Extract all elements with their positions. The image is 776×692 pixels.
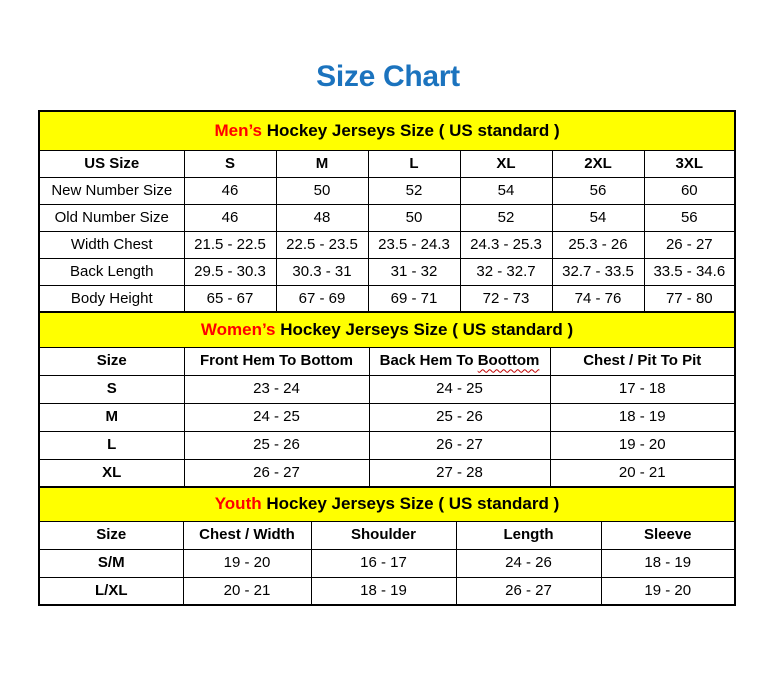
column-header: Size	[39, 521, 183, 549]
value-cell: 24.3 - 25.3	[460, 231, 552, 258]
value-cell: 65 - 67	[184, 285, 276, 312]
womens-heading-accent: Women’s	[200, 319, 276, 339]
table-row	[39, 258, 735, 285]
mens-section-heading	[39, 111, 735, 150]
column-header: Front Hem To Bottom	[184, 347, 369, 375]
value-cell: 26 - 27	[644, 231, 735, 258]
mens-section-band	[39, 111, 735, 150]
value-cell: 32 - 32.7	[460, 258, 552, 285]
column-header: Size	[39, 347, 184, 375]
row-label: New Number Size	[39, 177, 184, 204]
value-cell: 26 - 27	[184, 459, 369, 487]
value-cell: 56	[644, 204, 735, 231]
column-header: L	[368, 150, 460, 177]
table-row	[39, 177, 735, 204]
value-cell: 18 - 19	[311, 577, 456, 605]
value-cell: 48	[276, 204, 368, 231]
value-cell: 67 - 69	[276, 285, 368, 312]
value-cell: 69 - 71	[368, 285, 460, 312]
column-header-row	[39, 521, 735, 549]
value-cell: 17 - 18	[550, 375, 735, 403]
value-cell: 23.5 - 24.3	[368, 231, 460, 258]
value-cell: 77 - 80	[644, 285, 735, 312]
value-cell: 33.5 - 34.6	[644, 258, 735, 285]
value-cell: 32.7 - 33.5	[552, 258, 644, 285]
row-label: S	[39, 375, 184, 403]
row-label: M	[39, 403, 184, 431]
column-header: S	[184, 150, 276, 177]
row-label: Width Chest	[39, 231, 184, 258]
row-label: Old Number Size	[39, 204, 184, 231]
row-label: Back Length	[39, 258, 184, 285]
value-cell: 74 - 76	[552, 285, 644, 312]
value-cell: 60	[644, 177, 735, 204]
value-cell: 50	[368, 204, 460, 231]
table-row	[39, 204, 735, 231]
table-row	[39, 285, 735, 312]
row-label: Body Height	[39, 285, 184, 312]
mens-heading-accent: Men’s	[214, 120, 262, 140]
mens-size-table	[38, 110, 736, 313]
youth-section-band	[39, 487, 735, 521]
value-cell: 19 - 20	[601, 577, 735, 605]
mens-heading-text: Hockey Jerseys Size ( US standard )	[262, 120, 560, 140]
value-cell: 29.5 - 30.3	[184, 258, 276, 285]
value-cell: 24 - 25	[184, 403, 369, 431]
column-header: M	[276, 150, 368, 177]
column-header: XL	[460, 150, 552, 177]
value-cell: 31 - 32	[368, 258, 460, 285]
value-cell: 50	[276, 177, 368, 204]
womens-section-heading	[39, 312, 735, 347]
column-header: Sleeve	[601, 521, 735, 549]
column-header-row	[39, 347, 735, 375]
youth-heading-accent: Youth	[214, 494, 262, 514]
row-label: L/XL	[39, 577, 183, 605]
value-cell: 52	[368, 177, 460, 204]
value-cell: 46	[184, 177, 276, 204]
value-cell: 54	[460, 177, 552, 204]
value-cell: 16 - 17	[311, 549, 456, 577]
value-cell: 25 - 26	[369, 403, 550, 431]
column-header: Back Hem To Boottom	[369, 347, 550, 375]
womens-section-band	[39, 312, 735, 347]
value-cell: 72 - 73	[460, 285, 552, 312]
value-cell: 18 - 19	[601, 549, 735, 577]
column-header: 2XL	[552, 150, 644, 177]
value-cell: 26 - 27	[456, 577, 601, 605]
value-cell: 19 - 20	[183, 549, 311, 577]
column-header-row	[39, 150, 735, 177]
value-cell: 21.5 - 22.5	[184, 231, 276, 258]
value-cell: 24 - 25	[369, 375, 550, 403]
value-cell: 52	[460, 204, 552, 231]
column-header: Shoulder	[311, 521, 456, 549]
womens-heading-text: Hockey Jerseys Size ( US standard )	[275, 319, 574, 339]
table-row	[39, 549, 735, 577]
table-row	[39, 431, 735, 459]
row-label: S/M	[39, 549, 183, 577]
table-row	[39, 403, 735, 431]
youth-size-table	[38, 486, 736, 606]
misspelled-word: Boottom	[477, 352, 540, 370]
size-tables	[38, 110, 734, 606]
youth-heading-text: Hockey Jerseys Size ( US standard )	[261, 494, 560, 514]
column-header: US Size	[39, 150, 184, 177]
value-cell: 18 - 19	[550, 403, 735, 431]
table-row	[39, 231, 735, 258]
value-cell: 22.5 - 23.5	[276, 231, 368, 258]
column-header: 3XL	[644, 150, 735, 177]
column-header: Chest / Pit To Pit	[550, 347, 735, 375]
value-cell: 19 - 20	[550, 431, 735, 459]
page-title: Size Chart	[316, 60, 460, 93]
row-label: L	[39, 431, 184, 459]
row-label: XL	[39, 459, 184, 487]
column-header: Length	[456, 521, 601, 549]
value-cell: 23 - 24	[184, 375, 369, 403]
youth-section-heading	[39, 487, 735, 521]
value-cell: 56	[552, 177, 644, 204]
womens-size-table	[38, 311, 736, 488]
value-cell: 25 - 26	[184, 431, 369, 459]
value-cell: 27 - 28	[369, 459, 550, 487]
value-cell: 24 - 26	[456, 549, 601, 577]
value-cell: 20 - 21	[550, 459, 735, 487]
value-cell: 46	[184, 204, 276, 231]
value-cell: 25.3 - 26	[552, 231, 644, 258]
value-cell: 30.3 - 31	[276, 258, 368, 285]
column-header: Chest / Width	[183, 521, 311, 549]
table-row	[39, 459, 735, 487]
value-cell: 20 - 21	[183, 577, 311, 605]
table-row	[39, 375, 735, 403]
value-cell: 26 - 27	[369, 431, 550, 459]
table-row	[39, 577, 735, 605]
value-cell: 54	[552, 204, 644, 231]
